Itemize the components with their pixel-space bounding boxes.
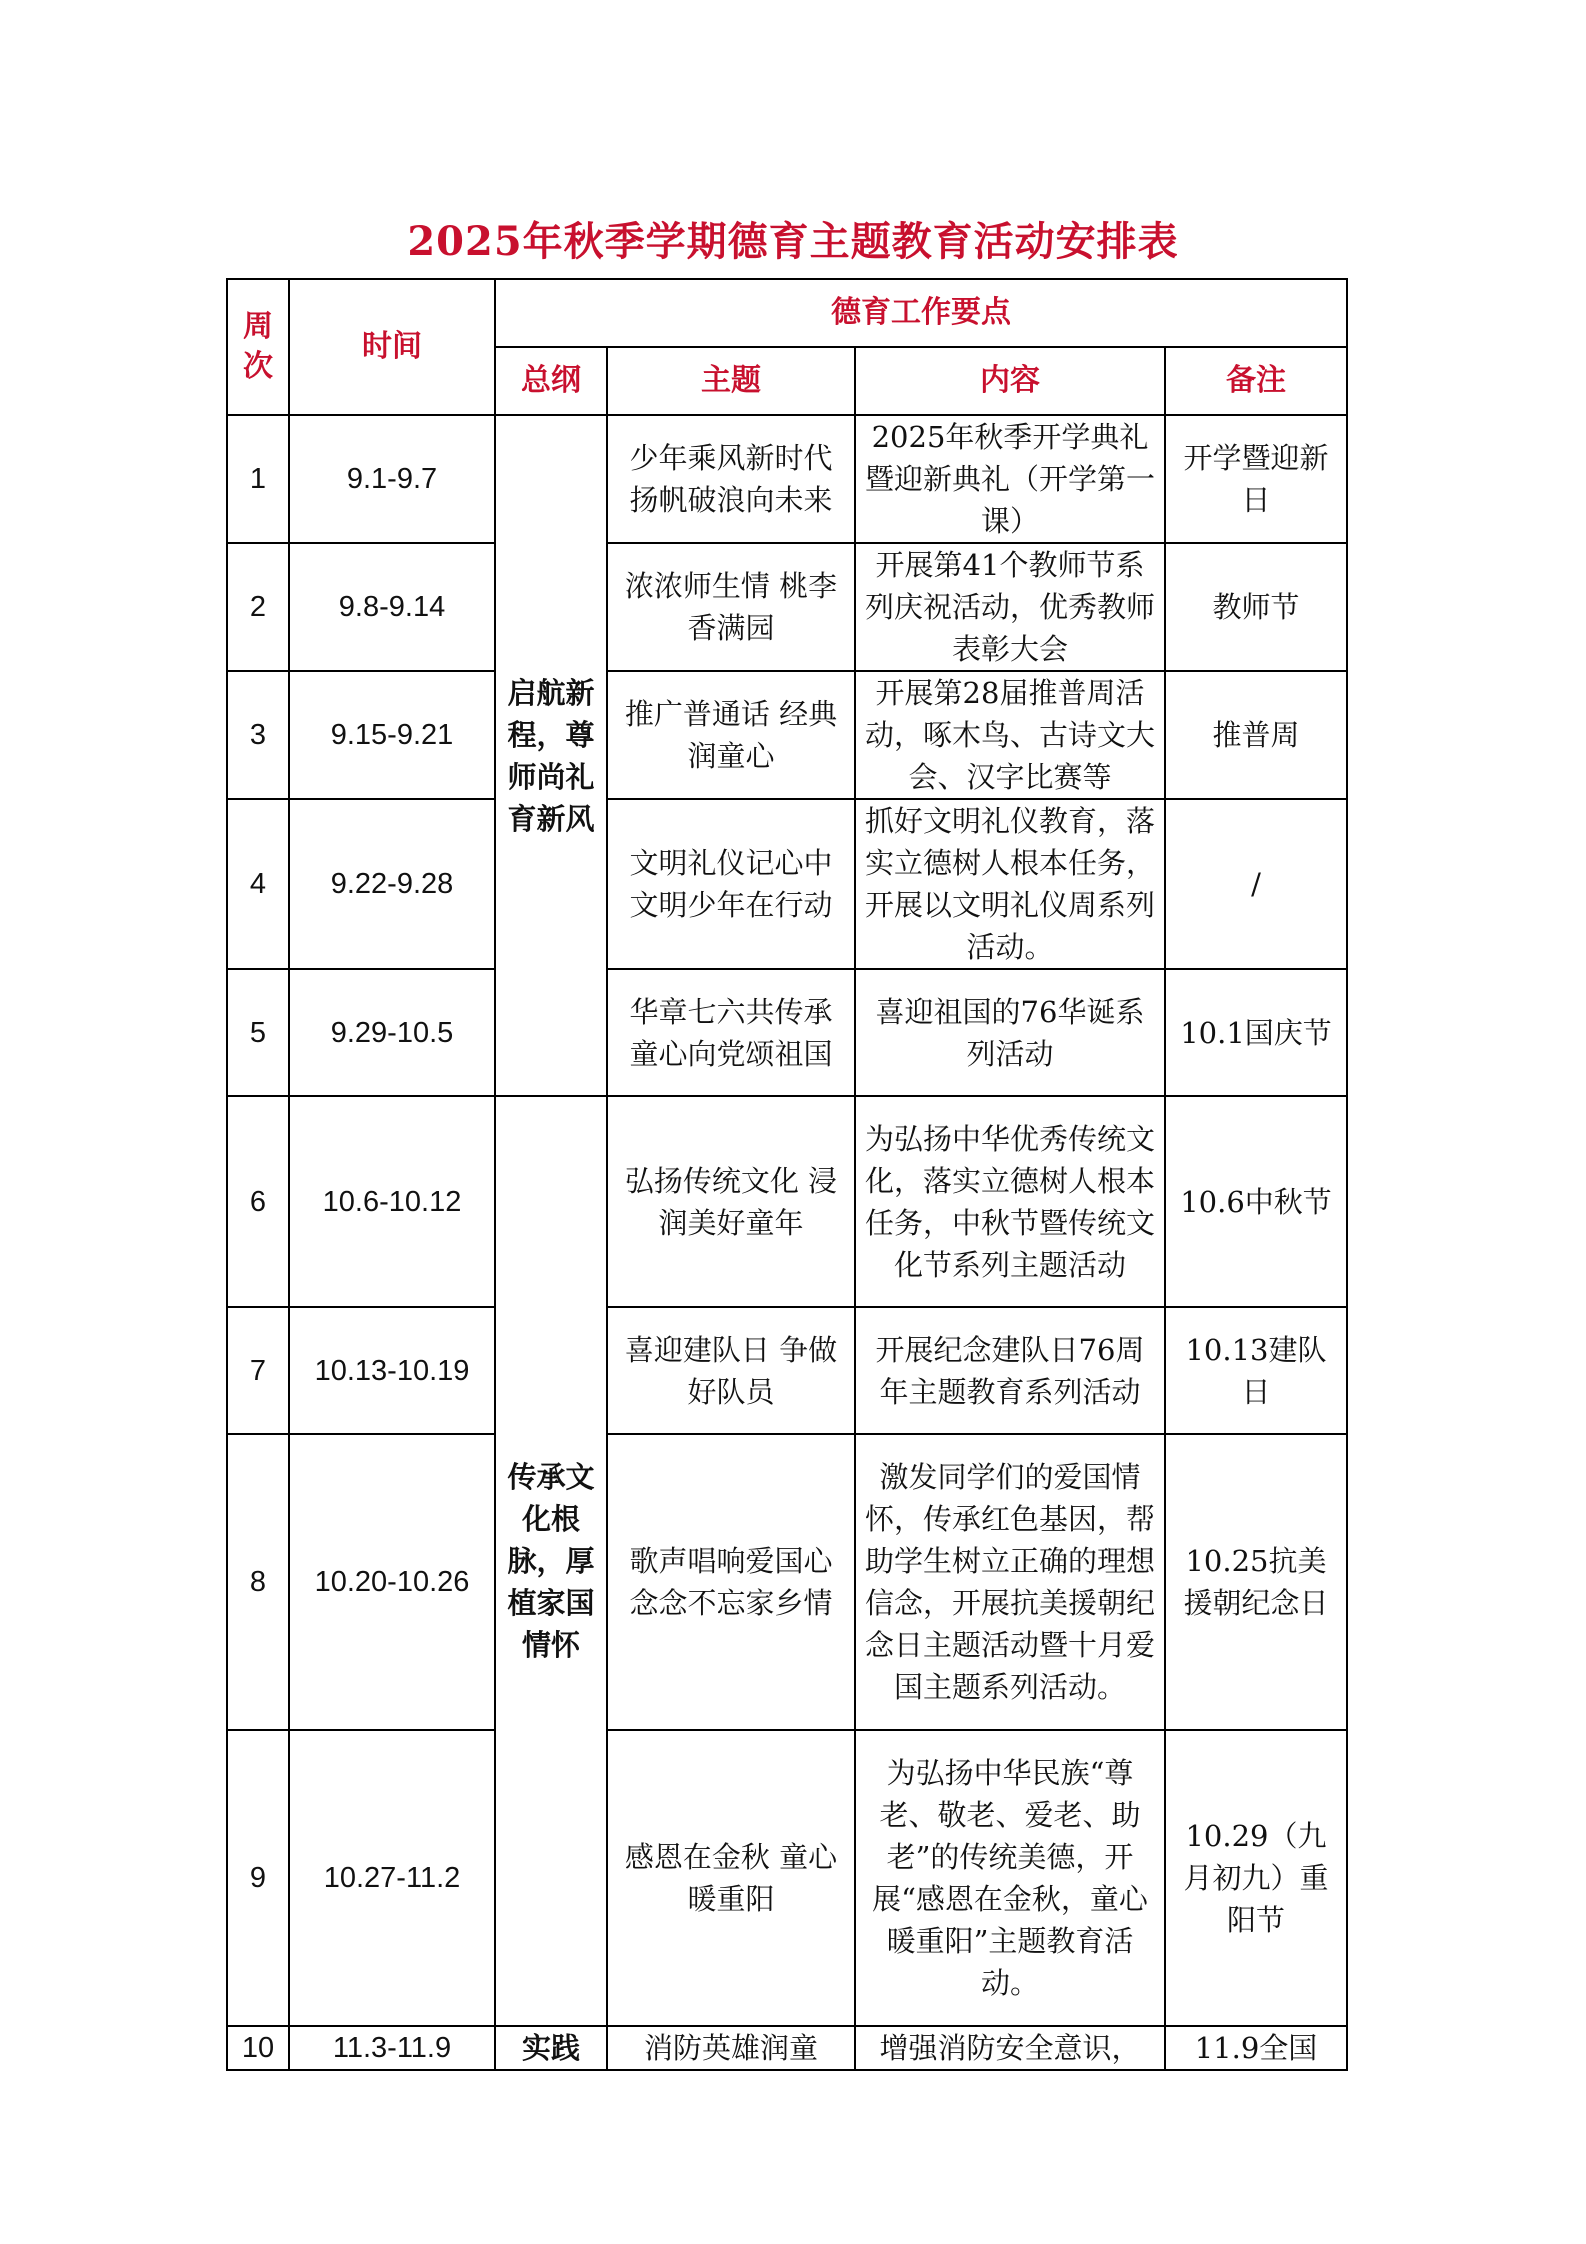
header-week: 周次 bbox=[227, 279, 289, 415]
note-cell: 10.25抗美援朝纪念日 bbox=[1165, 1434, 1347, 1730]
time-cell: 9.8-9.14 bbox=[289, 543, 495, 671]
table-row bbox=[227, 415, 1347, 543]
table-row bbox=[227, 969, 1347, 1096]
time-cell: 10.13-10.19 bbox=[289, 1307, 495, 1434]
theme-cell: 消防英雄润童 bbox=[607, 2026, 855, 2070]
time-cell: 9.1-9.7 bbox=[289, 415, 495, 543]
theme-cell: 华章七六共传承 童心向党颂祖国 bbox=[607, 969, 855, 1096]
week-cell: 9 bbox=[227, 1730, 289, 2026]
content-cell: 喜迎祖国的76华诞系列活动 bbox=[855, 969, 1165, 1096]
header-time: 时间 bbox=[289, 279, 495, 415]
content-cell: 为弘扬中华优秀传统文化，落实立德树人根本任务，中秋节暨传统文化节系列主题活动 bbox=[855, 1096, 1165, 1307]
time-cell: 10.20-10.26 bbox=[289, 1434, 495, 1730]
time-cell: 9.22-9.28 bbox=[289, 799, 495, 969]
outline-cell: 启航新程，尊师尚礼育新风 bbox=[495, 415, 607, 1096]
table-row bbox=[227, 543, 1347, 671]
week-cell: 3 bbox=[227, 671, 289, 799]
note-cell: / bbox=[1165, 799, 1347, 969]
note-cell: 开学暨迎新日 bbox=[1165, 415, 1347, 543]
week-cell: 5 bbox=[227, 969, 289, 1096]
table-row bbox=[227, 799, 1347, 969]
week-cell: 1 bbox=[227, 415, 289, 543]
time-cell: 9.15-9.21 bbox=[289, 671, 495, 799]
content-cell: 增强消防安全意识， bbox=[855, 2026, 1165, 2070]
note-cell: 10.29（九月初九）重阳节 bbox=[1165, 1730, 1347, 2026]
time-cell: 10.6-10.12 bbox=[289, 1096, 495, 1307]
table-row bbox=[227, 1307, 1347, 1434]
header-theme: 主题 bbox=[607, 347, 855, 415]
theme-cell: 弘扬传统文化 浸润美好童年 bbox=[607, 1096, 855, 1307]
header-note: 备注 bbox=[1165, 347, 1347, 415]
theme-cell: 浓浓师生情 桃李香满园 bbox=[607, 543, 855, 671]
week-cell: 8 bbox=[227, 1434, 289, 1730]
time-cell: 11.3-11.9 bbox=[289, 2026, 495, 2070]
content-cell: 2025年秋季开学典礼暨迎新典礼（开学第一课） bbox=[855, 415, 1165, 543]
header-group: 德育工作要点 bbox=[495, 279, 1347, 347]
week-cell: 4 bbox=[227, 799, 289, 969]
header-row-1 bbox=[227, 279, 1347, 347]
note-cell: 11.9全国 bbox=[1165, 2026, 1347, 2070]
theme-cell: 喜迎建队日 争做好队员 bbox=[607, 1307, 855, 1434]
note-cell: 教师节 bbox=[1165, 543, 1347, 671]
week-cell: 2 bbox=[227, 543, 289, 671]
outline-cell: 实践 bbox=[495, 2026, 607, 2070]
note-cell: 推普周 bbox=[1165, 671, 1347, 799]
content-cell: 抓好文明礼仪教育，落实立德树人根本任务，开展以文明礼仪周系列活动。 bbox=[855, 799, 1165, 969]
note-cell: 10.13建队日 bbox=[1165, 1307, 1347, 1434]
note-cell: 10.6中秋节 bbox=[1165, 1096, 1347, 1307]
content-cell: 为弘扬中华民族“尊老、敬老、爱老、助老”的传统美德，开展“感恩在金秋，童心暖重阳”主题教育活动。 bbox=[855, 1730, 1165, 2026]
table-row bbox=[227, 1434, 1347, 1730]
header-outline: 总纲 bbox=[495, 347, 607, 415]
table-row bbox=[227, 1096, 1347, 1307]
time-cell: 9.29-10.5 bbox=[289, 969, 495, 1096]
outline-cell: 传承文化根脉，厚植家国情怀 bbox=[495, 1096, 607, 2026]
theme-cell: 少年乘风新时代 扬帆破浪向未来 bbox=[607, 415, 855, 543]
table-row bbox=[227, 2026, 1347, 2070]
schedule-table bbox=[226, 278, 1348, 2071]
content-cell: 开展第28届推普周活动，啄木鸟、古诗文大会、汉字比赛等 bbox=[855, 671, 1165, 799]
table-row bbox=[227, 1730, 1347, 2026]
theme-cell: 感恩在金秋 童心暖重阳 bbox=[607, 1730, 855, 2026]
content-cell: 激发同学们的爱国情怀，传承红色基因，帮助学生树立正确的理想信念，开展抗美援朝纪念日主题活动暨十月爱国主题系列活动。 bbox=[855, 1434, 1165, 1730]
week-cell: 6 bbox=[227, 1096, 289, 1307]
page-title: 2025年秋季学期德育主题教育活动安排表 bbox=[407, 218, 1179, 265]
table-row bbox=[227, 671, 1347, 799]
time-cell: 10.27-11.2 bbox=[289, 1730, 495, 2026]
theme-cell: 推广普通话 经典润童心 bbox=[607, 671, 855, 799]
theme-cell: 歌声唱响爱国心 念念不忘家乡情 bbox=[607, 1434, 855, 1730]
header-content: 内容 bbox=[855, 347, 1165, 415]
note-cell: 10.1国庆节 bbox=[1165, 969, 1347, 1096]
content-cell: 开展纪念建队日76周年主题教育系列活动 bbox=[855, 1307, 1165, 1434]
content-cell: 开展第41个教师节系列庆祝活动，优秀教师表彰大会 bbox=[855, 543, 1165, 671]
week-cell: 7 bbox=[227, 1307, 289, 1434]
week-cell: 10 bbox=[227, 2026, 289, 2070]
theme-cell: 文明礼仪记心中 文明少年在行动 bbox=[607, 799, 855, 969]
